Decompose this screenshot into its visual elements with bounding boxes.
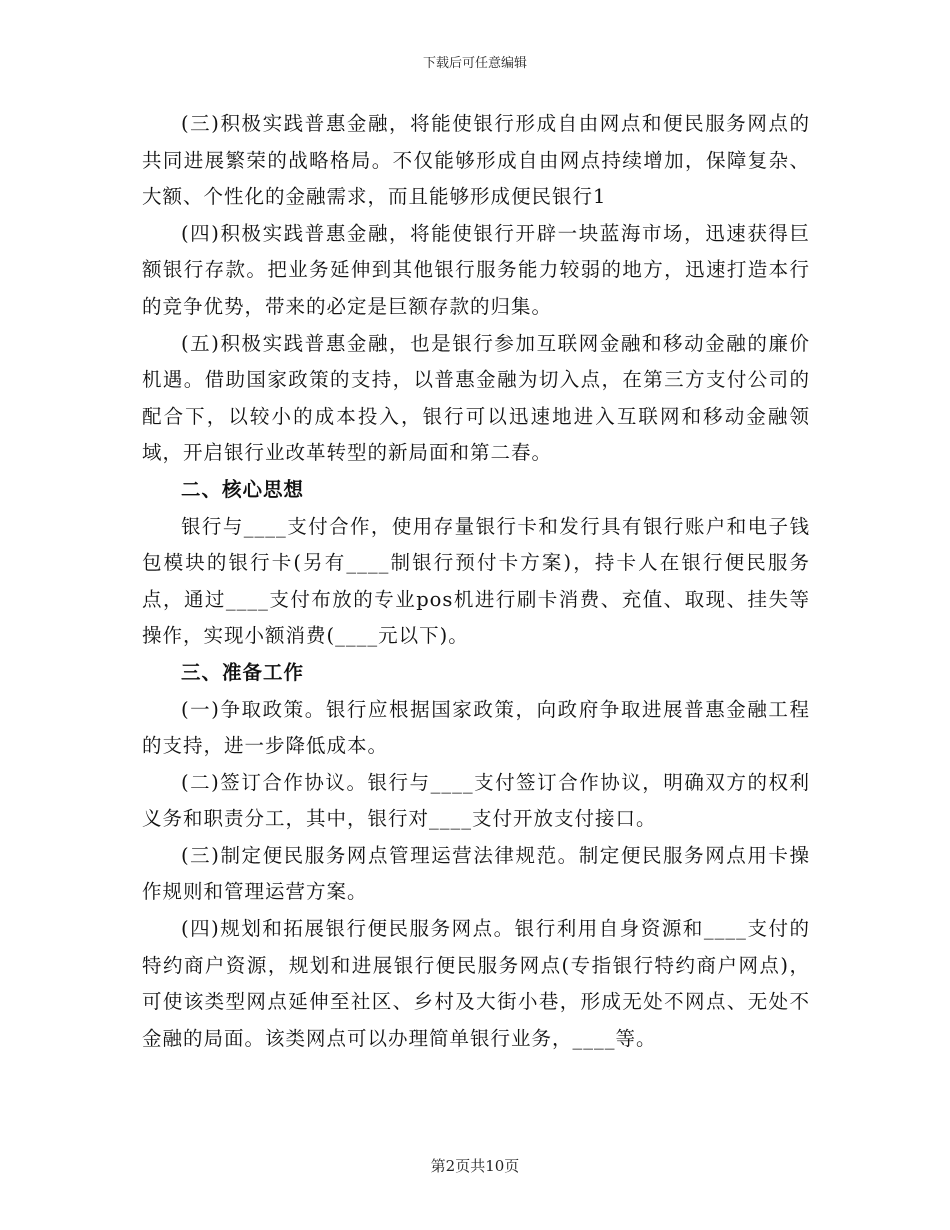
section-heading-preparation: 三、准备工作 bbox=[181, 660, 305, 684]
paragraph-5: (五)积极实践普惠金融，也是银行参加互联网金融和移动金融的廉价机遇。借助国家政策的支持，以普惠金融为切入点，在第三方支付公司的配合下，以较小的成本投入，银行可以迅速地进入互联网和移动金融领域，开启银行业改革转型的新局面和第二春。 bbox=[142, 331, 810, 465]
paragraph-prep-4: (四)规划和拓展银行便民服务网点。银行利用自身资源和____支付的特约商户资源，规划和进展银行便民服务网点(专指银行特约商户网点)，可使该类型网点延伸至社区、乡村及大街小巷，形成无处不网点、无处不金融的局面。该类网点可以办理简单银行业务，____等。 bbox=[142, 917, 810, 1050]
paragraph-3: (三)积极实践普惠金融，将能使银行形成自由网点和便民服务网点的共同进展繁荣的战略格局。不仅能够形成自由网点持续增加，保障复杂、大额、个性化的金融需求，而且能够形成便民银行1 bbox=[142, 112, 810, 209]
paragraph-4: (四)积极实践普惠金融，将能使银行开辟一块蓝海市场，迅速获得巨额银行存款。把业务延伸到其他银行服务能力较弱的地方，迅速打造本行的竞争优势，带来的必定是巨额存款的归集。 bbox=[142, 221, 810, 318]
page-header: 下载后可任意编辑 bbox=[422, 56, 527, 71]
page-footer: 第2页共10页 bbox=[430, 1157, 520, 1175]
paragraph-prep-1: (一)争取政策。银行应根据国家政策，向政府争取进展普惠金融工程的支持，进一步降低成本。 bbox=[142, 697, 810, 758]
paragraph-prep-2: (二)签订合作协议。银行与____支付签订合作协议，明确双方的权利义务和职责分工，其中，银行对____支付开放支付接口。 bbox=[142, 770, 810, 831]
section-heading-core-idea: 二、核心思想 bbox=[181, 477, 305, 501]
paragraph-prep-3: (三)制定便民服务网点管理运营法律规范。制定便民服务网点用卡操作规则和管理运营方案。 bbox=[142, 843, 810, 904]
paragraph-core-idea: 银行与____支付合作，使用存量银行卡和发行具有银行账户和电子钱包模块的银行卡(另有____制银行预付卡方案)，持卡人在银行便民服务点，通过____支付布放的专业pos机进行刷卡消费、充值、取现、挂失等操作，实现小额消费(____元以下)。 bbox=[142, 514, 810, 648]
document-body bbox=[142, 106, 810, 1057]
